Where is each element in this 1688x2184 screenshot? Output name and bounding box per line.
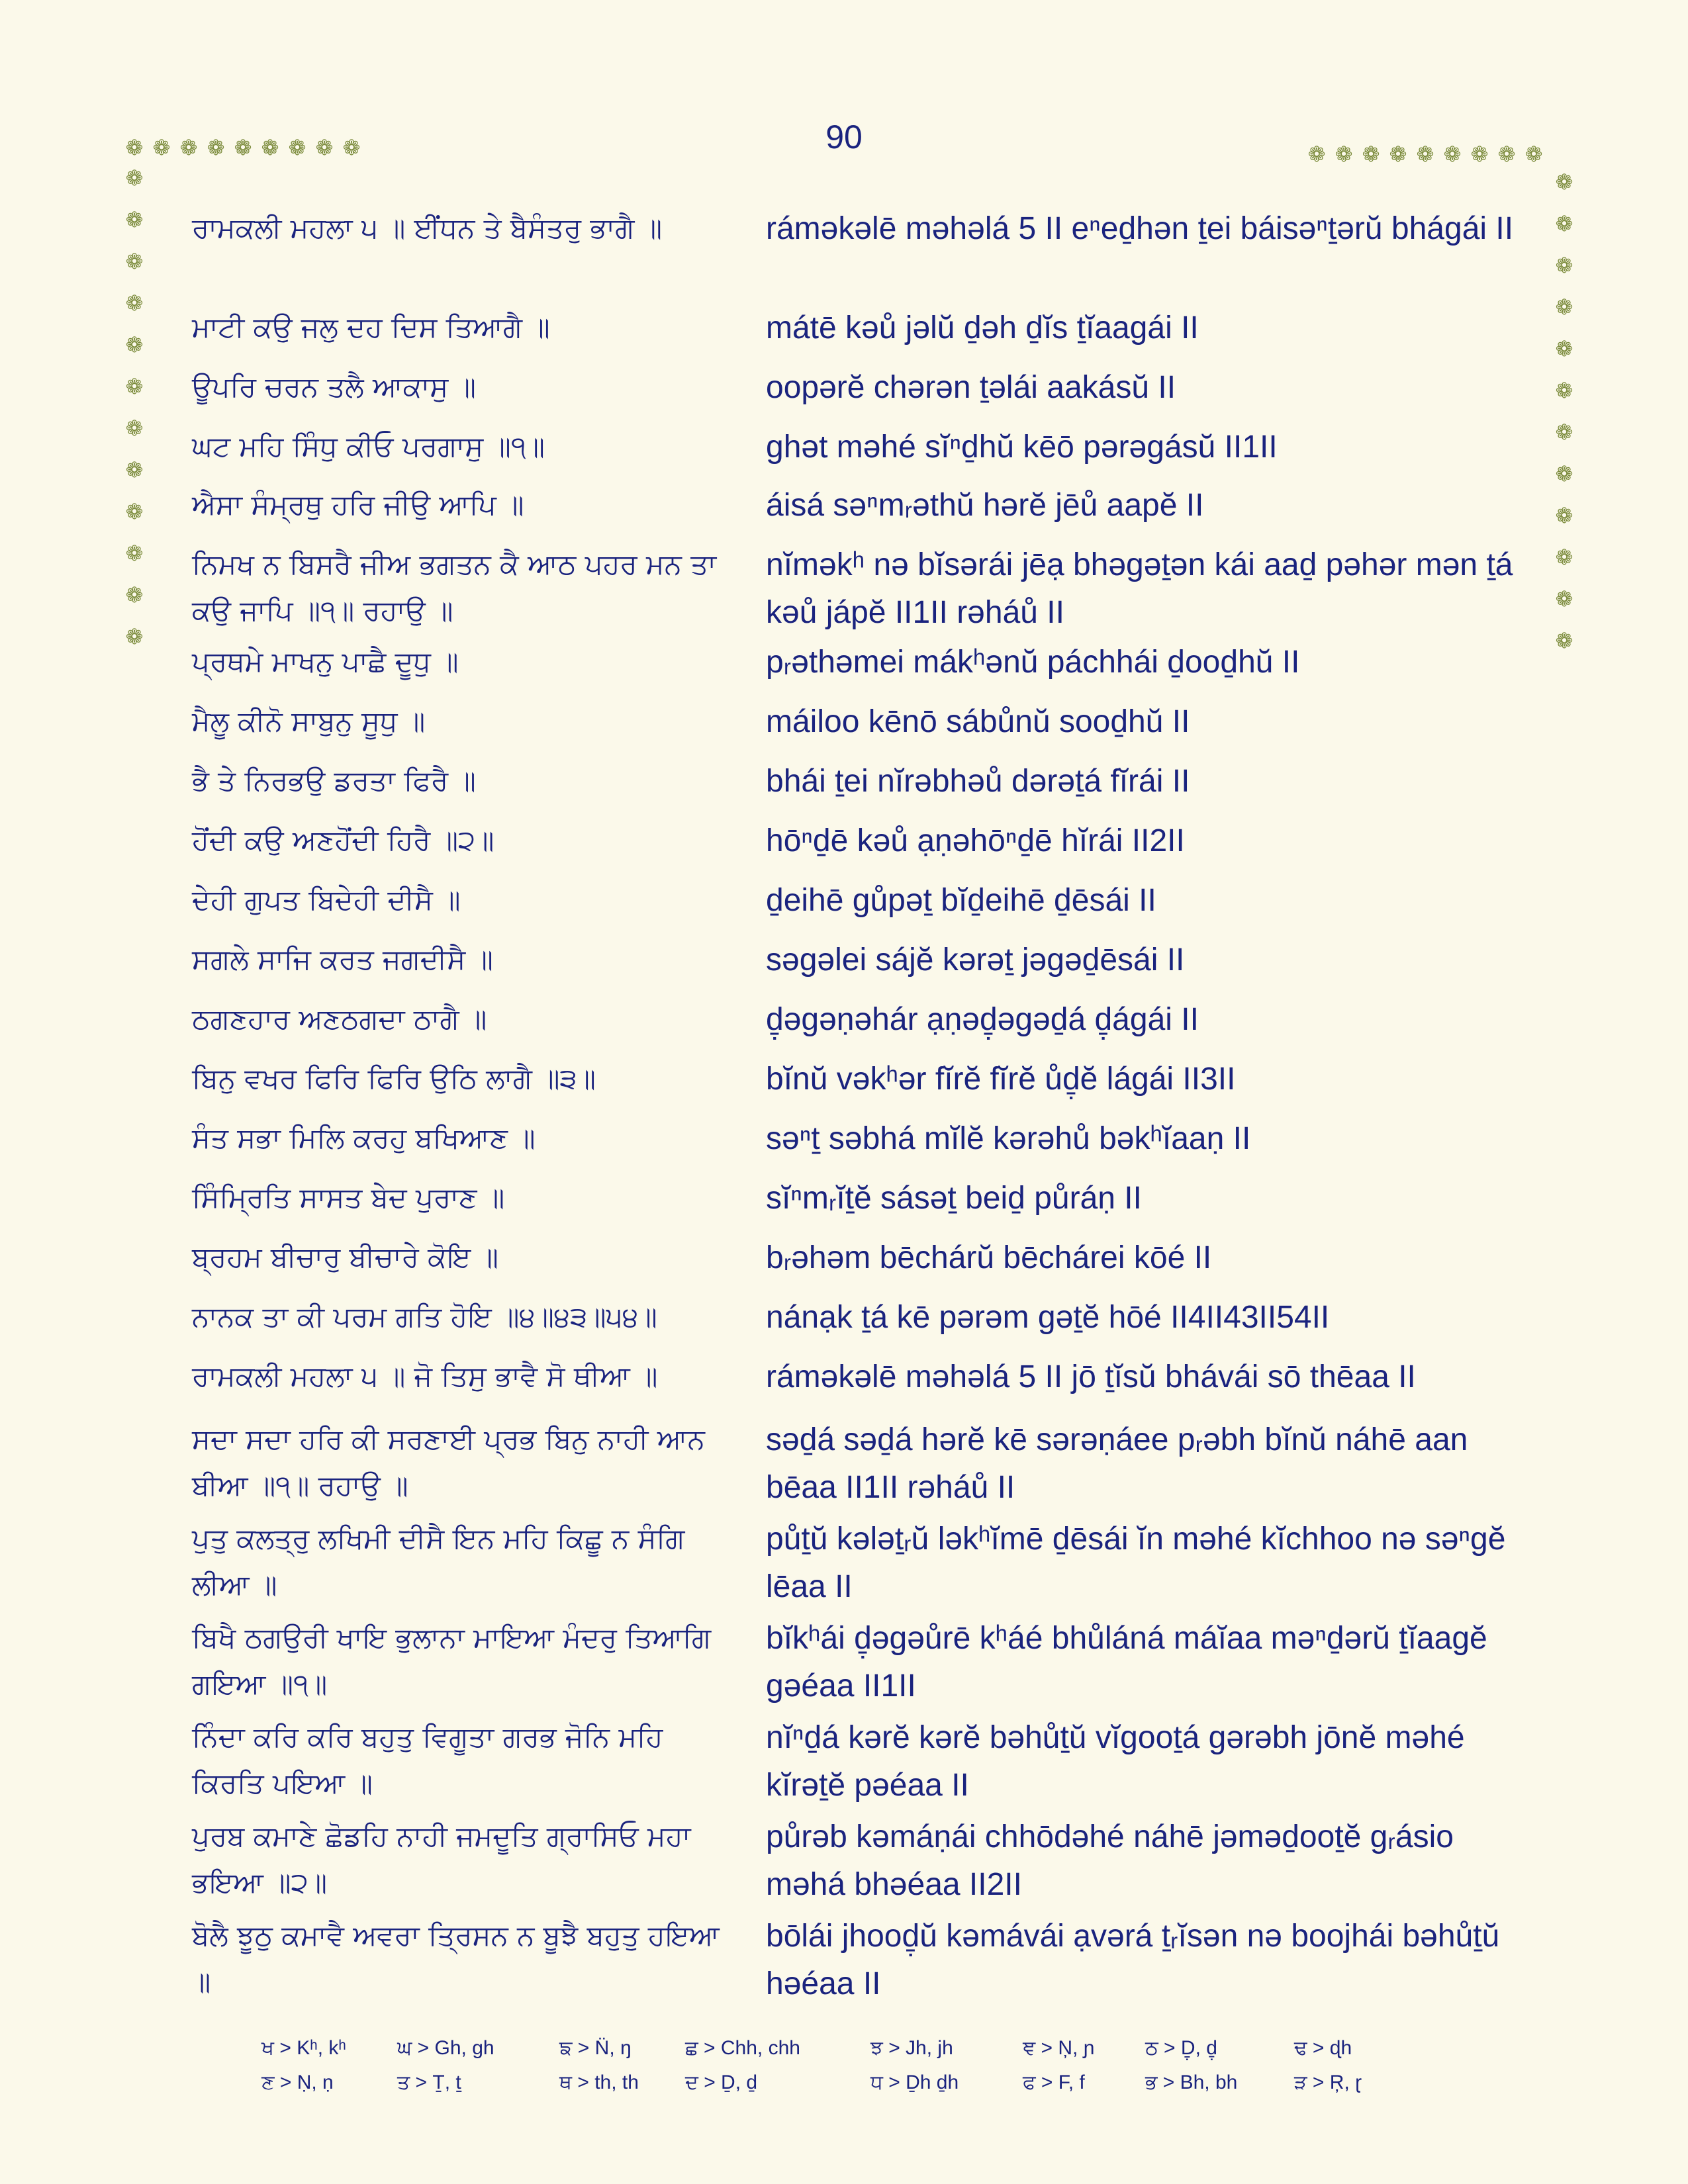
- flower-ornament-icon: ❁: [1555, 253, 1573, 278]
- flower-ornament-icon: ❁: [1335, 142, 1353, 167]
- verse-gurmukhi: ਪੁਤੁ ਕਲਤ੍ਰੁ ਲਖਿਮੀ ਦੀਸੈ ਇਨ ਮਹਿ ਕਿਛੂ ਨ ਸੰਗਿ ਲੀਆ ॥: [192, 1522, 694, 1601]
- verse-transliteration: bĭkʰái ḏ̣əgəůrē kʰáé bhůláná máĭaa məⁿḏərŭ ṯĭaagĕ gəéaa II1II: [766, 1621, 1497, 1704]
- legend-item: ਝ > Jh, jh: [870, 2037, 953, 2059]
- verse-gurmukhi: ਸਗਲੇ ਸਾਜਿ ਕਰਤ ਜਗਦੀਸੈ ॥: [192, 943, 493, 976]
- flower-ornament-icon: ❁: [125, 374, 144, 399]
- flower-ornament-icon: ❁: [125, 165, 144, 191]
- verse-transliteration: nĭⁿḏá kərĕ kərĕ bəhůṯŭ vĭgooṯá gərəbh jōnĕ məhé kĭrəṯĕ pəéaa II: [766, 1720, 1474, 1803]
- flower-ornament-icon: ❁: [1307, 142, 1326, 167]
- verse-gurmukhi: ਭੈ ਤੇ ਨਿਰਭਉ ਡਰਤਾ ਫਿਰੈ ॥: [192, 764, 476, 797]
- flower-ornament-icon: ❁: [1555, 295, 1573, 320]
- legend-item: ਫ > F, f: [1023, 2071, 1085, 2093]
- flower-ornament-icon: ❁: [152, 135, 171, 160]
- verse-transliteration: bōlái jhooḏ̣ŭ kəmávái ạvərá ṯᵣĭsən nə boojhái bəhůṯŭ həéaa II: [766, 1919, 1509, 2001]
- flower-ornament-icon: ❁: [125, 291, 144, 316]
- verse-gurmukhi: ਪ੍ਰਥਮੇ ਮਾਖਨੁ ਪਾਛੈ ਦੂਧੁ ॥: [192, 645, 459, 678]
- flower-ornament-icon: ❁: [1555, 461, 1573, 486]
- flower-ornament-icon: ❁: [207, 135, 225, 160]
- flower-ornament-icon: ❁: [1555, 545, 1573, 570]
- verse-gurmukhi: ਬੋਲੈ ਝੂਠੁ ਕਮਾਵੈ ਅਵਰਾ ਤ੍ਰਿਸਨ ਨ ਬੂਝੈ ਬਹੁਤੁ ਹਇਆ ॥: [192, 1919, 729, 1998]
- verse-transliteration: mátē kəů jəlŭ ḏəh ḏĭs ṯĭaagái II: [766, 310, 1199, 345]
- flower-ornament-icon: ❁: [1555, 503, 1573, 528]
- flower-ornament-icon: ❁: [1555, 420, 1573, 445]
- verse-transliteration: půṯŭ kələṯᵣŭ ləkʰĭmē ḏēsái ĭn məhé kĭchhoo nə səⁿgĕ lēaa II: [766, 1522, 1515, 1604]
- flower-ornament-icon: ❁: [125, 416, 144, 441]
- verse-transliteration: oopərĕ chərən ṯəlái aakásŭ II: [766, 370, 1176, 405]
- verse-transliteration: səⁿṯ səbhá mĭlĕ kərəhů bəkʰĭaaṇ II: [766, 1121, 1251, 1156]
- verse-gurmukhi: ਨਿੰਦਾ ਕਰਿ ਕਰਿ ਬਹੁਤੁ ਵਿਗੂਤਾ ਗਰਭ ਜੋਨਿ ਮਹਿ ਕਿਰਤਿ ਪਇਆ ॥: [192, 1721, 672, 1799]
- verse-transliteration: nánạk ṯá kē pərəm gəṯĕ hōé II4II43II54II: [766, 1300, 1330, 1335]
- verse-gurmukhi: ਹੋਂਦੀ ਕਉ ਅਣਹੋਂਦੀ ਹਿਰੈ ॥੨॥: [192, 824, 494, 856]
- verse-gurmukhi: ਬਿਖੈ ਠਗਉਰੀ ਖਾਇ ਭੁਲਾਨਾ ਮਾਇਆ ਮੰਦਰੁ ਤਿਆਗਿ ਗਇਆ ॥੧॥: [192, 1621, 720, 1700]
- verse-gurmukhi: ਸਦਾ ਸਦਾ ਹਰਿ ਕੀ ਸਰਣਾਈ ਪ੍ਰਭ ਬਿਨੁ ਨਾਹੀ ਆਨ ਬੀਆ ॥੧॥ ਰਹਾਉ ॥: [192, 1423, 714, 1502]
- flower-ornament-icon: ❁: [1389, 142, 1407, 167]
- legend-item: ਠ > Ḏ̣, ḏ̣: [1145, 2037, 1217, 2059]
- legend-item: ਭ > Bh, bh: [1145, 2071, 1238, 2093]
- verse-gurmukhi: ਨਾਨਕ ਤਾ ਕੀ ਪਰਮ ਗਤਿ ਹੋਇ ॥੪॥੪੩॥੫੪॥: [192, 1300, 657, 1333]
- flower-ornament-icon: ❁: [125, 457, 144, 482]
- flower-ornament-icon: ❁: [125, 541, 144, 566]
- verse-gurmukhi: ਸਿੰਮ੍ਰਿਤਿ ਸਾਸਤ ਬੇਦ ਪੁਰਾਣ ॥: [192, 1181, 505, 1214]
- legend-item: ਖ > Kʰ, kʰ: [261, 2037, 346, 2059]
- verse-gurmukhi: ਬ੍ਰਹਮ ਬੀਚਾਰੁ ਬੀਚਾਰੇ ਕੋਇ ॥: [192, 1241, 498, 1273]
- verse-transliteration: ráməkəlē məhəlá 5 II eⁿeḏhən ṯei báisəⁿṯərŭ bhágái II: [766, 211, 1514, 246]
- verse-transliteration: máiloo kēnō sábůnŭ sooḏhŭ II: [766, 704, 1190, 739]
- verse-transliteration: půrəb kəmáṇái chhōdəhé náhē jəməḏooṯĕ gᵣásio məhá bhəéaa II2II: [766, 1819, 1463, 1902]
- verse-gurmukhi: ਐਸਾ ਸੰਮ੍ਰਥੁ ਹਰਿ ਜੀਉ ਆਪਿ ॥: [192, 488, 524, 521]
- flower-ornament-icon: ❁: [342, 135, 361, 160]
- verse-gurmukhi: ਊਪਰਿ ਚਰਨ ਤਲੈ ਆਕਾਸੁ ॥: [192, 371, 476, 403]
- flower-ornament-icon: ❁: [1555, 628, 1573, 653]
- legend-item: ਥ > th, th: [559, 2071, 639, 2093]
- legend-item: ੜ > Ŗ, ɽ: [1294, 2071, 1362, 2093]
- flower-ornament-icon: ❁: [1416, 142, 1434, 167]
- verse-transliteration: ráməkəlē məhəlá 5 II jō ṯĭsŭ bhávái sō thēaa II: [766, 1359, 1416, 1394]
- flower-ornament-icon: ❁: [1555, 169, 1573, 195]
- verse-transliteration: hōⁿḏē kəů ạṇəhōⁿḏē hĭrái II2II: [766, 823, 1185, 858]
- flower-ornament-icon: ❁: [1524, 142, 1543, 167]
- legend-item: ਛ > Chh, chh: [685, 2037, 800, 2059]
- legend-item: ਘ > Gh, gh: [397, 2037, 494, 2059]
- verse-transliteration: bᵣəhəm bēchárŭ bēchárei kōé II: [766, 1240, 1212, 1275]
- verse-transliteration: ḏeihē gůpəṯ bĭḏeihē ḏēsái II: [766, 883, 1156, 918]
- verse-transliteration: pᵣəthəmei mákʰənŭ páchhái ḏooḏhŭ II: [766, 645, 1300, 680]
- flower-ornament-icon: ❁: [1555, 586, 1573, 612]
- flower-ornament-icon: ❁: [1555, 211, 1573, 236]
- flower-ornament-icon: ❁: [261, 135, 279, 160]
- legend-item: ਣ > Ṇ, ṇ: [261, 2071, 334, 2093]
- verse-transliteration: ḏ̣əgəṇəhár ạṇəḏ̣əgəḏá ḏ̣ágái II: [766, 1002, 1199, 1037]
- flower-ornament-icon: ❁: [288, 135, 306, 160]
- flower-ornament-icon: ❁: [125, 207, 144, 232]
- verse-gurmukhi: ਘਟ ਮਹਿ ਸਿੰਧੁ ਕੀਓ ਪਰਗਾਸੁ ॥੧॥: [192, 430, 545, 463]
- page-number: 90: [825, 118, 863, 156]
- verse-transliteration: səgəlei sájĕ kərəṯ jəgəḏēsái II: [766, 942, 1185, 978]
- verse-gurmukhi: ਠਗਣਹਾਰ ਅਣਠਗਦਾ ਠਾਗੈ ॥: [192, 1003, 487, 1035]
- verse-gurmukhi: ਪੁਰਬ ਕਮਾਣੇ ਛੋਡਹਿ ਨਾਹੀ ਜਮਦੂਤਿ ਗ੍ਰਾਸਿਓ ਮਹਾ ਭਇਆ ॥੨॥: [192, 1820, 700, 1899]
- legend-item: ਙ > N̈, ŋ: [559, 2037, 632, 2059]
- flower-ornament-icon: ❁: [179, 135, 198, 160]
- legend-item: ਢ > ɖh: [1294, 2037, 1352, 2059]
- verse-transliteration: ghət məhé sĭⁿḏhŭ kēō pərəgásŭ II1II: [766, 430, 1278, 465]
- verse-gurmukhi: ਮੈਲੂ ਕੀਨੋ ਸਾਬੁਨੁ ਸੂਧੁ ॥: [192, 705, 426, 737]
- verse-gurmukhi: ਰਾਮਕਲੀ ਮਹਲਾ ੫ ॥ ਜੋ ਤਿਸੁ ਭਾਵੈ ਸੋ ਥੀਆ ॥: [192, 1360, 658, 1392]
- verse-gurmukhi: ਦੇਹੀ ਗੁਪਤ ਬਿਦੇਹੀ ਦੀਸੈ ॥: [192, 884, 461, 916]
- verse-transliteration: bĭnŭ vəkʰər fĭrĕ fĭrĕ ůḏ̣ĕ lágái II3II: [766, 1062, 1236, 1097]
- flower-ornament-icon: ❁: [1362, 142, 1380, 167]
- flower-ornament-icon: ❁: [1497, 142, 1516, 167]
- flower-ornament-icon: ❁: [125, 582, 144, 608]
- flower-ornament-icon: ❁: [234, 135, 252, 160]
- verse-transliteration: bhái ṯei nĭrəbhəů dərəṯá fĭrái II: [766, 764, 1190, 799]
- flower-ornament-icon: ❁: [315, 135, 334, 160]
- verse-transliteration: nĭməkʰ nə bĭsərái jēạ bhəgəṯən kái aaḏ pəhər mən ṯá kəů jápĕ II1II rəháů II: [766, 547, 1522, 630]
- legend-item: ਤ > Ṯ, ṯ: [397, 2071, 461, 2093]
- legend-item: ਞ > Ņ, ɲ: [1023, 2037, 1095, 2059]
- flower-ornament-icon: ❁: [1555, 336, 1573, 361]
- verse-gurmukhi: ਸੰਤ ਸਭਾ ਮਿਲਿ ਕਰਹੁ ਬਖਿਆਣ ॥: [192, 1122, 536, 1154]
- flower-ornament-icon: ❁: [125, 135, 144, 160]
- verse-gurmukhi: ਮਾਟੀ ਕਉ ਜਲੁ ਦਹ ਦਿਸ ਤਿਆਗੈ ॥: [192, 311, 550, 343]
- verse-transliteration: səḏá səḏá hərĕ kē sərəṇáee pᵣəbh bĭnŭ náhē aan bēaa II1II rəháů II: [766, 1422, 1477, 1505]
- flower-ornament-icon: ❁: [125, 499, 144, 524]
- flower-ornament-icon: ❁: [1443, 142, 1462, 167]
- verse-gurmukhi: ਨਿਮਖ ਨ ਬਿਸਰੈ ਜੀਅ ਭਗਤਨ ਕੈ ਆਠ ਪਹਰ ਮਨ ਤਾ ਕਉ ਜਾਪਿ ॥੧॥ ਰਹਾਉ ॥: [192, 548, 726, 627]
- verse-transliteration: áisá səⁿmᵣəthŭ hərĕ jēů aapĕ II: [766, 488, 1204, 523]
- verse-gurmukhi: ਰਾਮਕਲੀ ਮਹਲਾ ੫ ॥ ਈਂਧਨ ਤੇ ਬੈਸੰਤਰੁ ਭਾਗੈ ॥: [192, 212, 663, 244]
- flower-ornament-icon: ❁: [125, 624, 144, 649]
- legend-item: ਧ > Ḏh ḏh: [870, 2071, 959, 2093]
- legend-item: ਦ > Ḏ, ḏ: [685, 2071, 758, 2093]
- flower-ornament-icon: ❁: [125, 249, 144, 274]
- flower-ornament-icon: ❁: [1470, 142, 1489, 167]
- verse-transliteration: sĭⁿmᵣĭṯĕ sásəṯ beiḏ půráṇ II: [766, 1181, 1142, 1216]
- flower-ornament-icon: ❁: [1555, 378, 1573, 403]
- flower-ornament-icon: ❁: [125, 332, 144, 357]
- verse-gurmukhi: ਬਿਨੁ ਵਖਰ ਫਿਰਿ ਫਿਰਿ ਉਠਿ ਲਾਗੈ ॥੩॥: [192, 1062, 596, 1095]
